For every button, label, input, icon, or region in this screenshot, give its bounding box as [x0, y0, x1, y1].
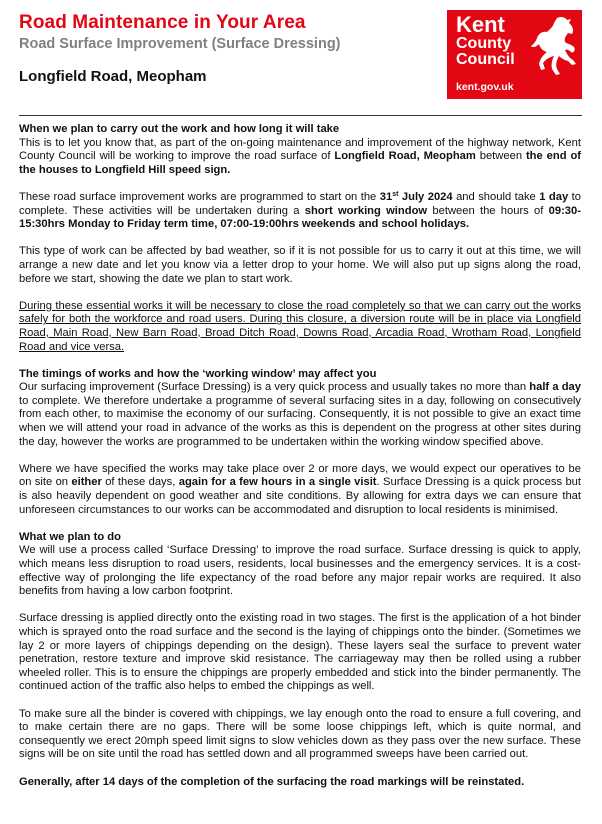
paragraph-plan-3: To make sure all the binder is covered with chippings, we lay enough onto the road to ensure a full covering, and to make certain there are no gaps. There will be some loose chippings left, which is quite normal, and consequently we erect 20mph speed limit signs to slow vehicles down as they pass over the new surface. These signs will be on site until the road has settled down and all programmed sweeps have been carried out.: [19, 707, 581, 761]
duration: 1 day: [539, 190, 569, 203]
logo-line-kent: Kent: [456, 12, 505, 37]
section-heading-when: When we plan to carry out the work and how long it will take: [19, 123, 340, 135]
logo-url: kent.gov.uk: [456, 81, 514, 93]
paragraph-timings-1: [19, 381, 581, 449]
text: These road surface improvement works are programmed to start on the: [19, 190, 380, 203]
working-window-label: short working window: [304, 204, 428, 217]
working-hours: 09:30-15:30hrs Monday to Friday term time, 07:00-19:00hrs weekends and school holidays.: [19, 204, 581, 231]
notice-body: [19, 123, 581, 789]
text: of these days,: [101, 476, 179, 489]
text: This is to let you know that, as part of the on-going maintenance and improvement of the highway network, Kent County Council will be working to improve the road surface of: [19, 136, 581, 163]
road-name: Longfield Road, Meopham: [334, 150, 476, 163]
paragraph-when-1: [19, 137, 581, 178]
text: and should take: [452, 190, 540, 203]
paragraph-when-2: [19, 191, 581, 232]
text: to complete. These activities will be undertaken during a: [19, 190, 581, 217]
kent-county-council-logo: [447, 10, 582, 99]
header: [19, 12, 341, 85]
paragraph-plan-1: We will use a process called ‘Surface Dressing’ to improve the road surface. Surface dressing is quick to apply, which means less disruption to road users, residents, local businesses and the emergency services. It is a cost-effective way of prolonging the life expectancy of the road before any major repair works are required. It also benefits from having a low carbon footprint.: [19, 544, 581, 598]
page-title: Road Maintenance in Your Area: [19, 12, 306, 33]
work-extent: the end of the houses to Longfield Hill speed sign.: [19, 150, 582, 176]
section-heading-plan: What we plan to do: [19, 530, 121, 543]
text: Our surfacing improvement (Surface Dressing) is a very quick process and usually takes no more than: [19, 381, 530, 394]
section-heading-timings: The timings of works and how the ‘working window’ may affect you: [19, 367, 377, 380]
text: . Surface Dressing is a quick process but is also heavily dependent on good weather and site conditions. By allowing for extra days we can ensure that unforeseen circumstances to our works can be accommodated and disruption to local residents is minimised.: [19, 476, 581, 516]
paragraph-timings-2: [19, 463, 581, 517]
text: Where we have specified the works may take place over 2 or more days, we would expect our operatives to be on site on: [19, 462, 581, 489]
road-markings-note: Generally, after 14 days of the completion of the surfacing the road markings will be reinstated.: [19, 775, 525, 788]
logo-wordmark: [456, 12, 515, 68]
text: between the hours of: [427, 204, 549, 217]
emphasis: again for a few hours in a single visit: [178, 476, 377, 489]
paragraph-when-3: This type of work can be affected by bad weather, so if it is not possible for us to carry it out at this time, we will arrange a new date and let you know via a letter drop to your home. We will also put up signs along the road, before we start, showing the date we plan to start work.: [19, 245, 581, 285]
white-horse-icon: [527, 14, 579, 80]
text: between: [475, 150, 526, 163]
location-heading: Longfield Road, Meopham: [19, 68, 207, 85]
header-divider: [19, 115, 582, 116]
start-day: 31: [379, 190, 393, 203]
text: to complete. We therefore undertake a programme of several surfacing sites in a day, following on consecutively from each other, to maximise the economy of our surfacing. Consequently, it is not possible to give an exact time when we will attend your road in advance of the works as this is dependent on the progress at other sites during the day, however the works are programmed to be undertaken within the working window specified above.: [19, 394, 581, 448]
emphasis: half a day: [529, 381, 581, 394]
emphasis: either: [71, 476, 102, 489]
diversion-paragraph: During these essential works it will be necessary to close the road completely so that we can carry out the works safely for both the workforce and road users. During this closure, a diversion route will be in place via Longfield Road, Main Road, New Barn Road, Broad Ditch Road, Downs Road, Arcadia Road, Wrotham Road, Longfield Road and vice versa.: [19, 299, 581, 353]
paragraph-plan-2: Surface dressing is applied directly onto the existing road in two stages. The first is the application of a hot binder which is sprayed onto the road surface and the second is the laying of chippings onto the binder. (Sometimes we lay 2 or more layers of chippings depending on the design). These layers seal the surface to prevent water penetration, restore texture and improve skid resistance. The carriageway may then be rolled using a rubber wheeled roller. This is to ensure the chippings are properly embedded and stick into the binder permanently. The continued action of the traffic also helps to embed the chippings as well.: [19, 612, 581, 693]
start-date: [380, 191, 453, 203]
start-month-year: July 2024: [398, 190, 453, 203]
page-subtitle: Road Surface Improvement (Surface Dressing): [19, 36, 341, 52]
ordinal-suffix: st: [392, 190, 399, 198]
logo-line-county: County: [456, 35, 512, 52]
logo-line-council: Council: [456, 51, 515, 68]
